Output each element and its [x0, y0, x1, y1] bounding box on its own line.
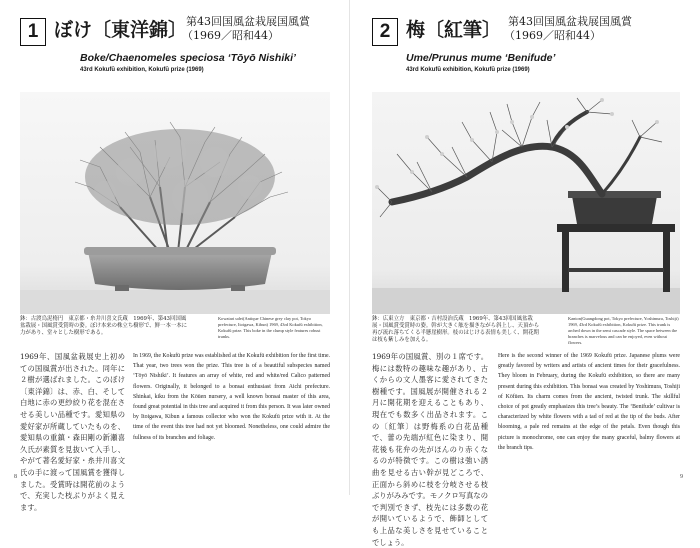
award-title-jp: 第43回国風盆栽展国風賞	[186, 15, 310, 28]
photo-caption-jp: 鉢：古渡烏泥楕円 東京都・糸井川喜文氏蔵 1969年、第43回国風盆栽展・国風賞受賞時の姿。ぼけ本来の株立ち樹形で、鮮一本一本に力があり、堂々とした樹形である。	[20, 316, 188, 336]
body-text-jp: 1969年、国風盆栽展史上初めての国風賞が出された。同年に２樹が選ばれました。このぼけ〔東洋錦〕は、赤、白、そして白地に赤の更紗絞り花を混在させる美しい品種です。愛知県の愛好家が所蔵していたものを、愛知県の重鎮・森田剛の新瀬喜久氏が素質を見抜いて入手し、やがて著名愛好家・糸井川喜文氏の手に渡って国風賞を獲得しました。受賞時は開花前のようで、充実した枝ぶりがよく見えます。	[20, 352, 125, 512]
boke-bonsai-photo	[20, 92, 330, 314]
entry-title-en: Boke/Chaenomeles speciosa ‘Tōyō Nishiki’	[80, 52, 296, 64]
body-text-en: In 1969, the Kokufū prize was established at the Kokufū exhibition for the first time. That year, two trees won the prize. This tree is of a beautiful subspecies named ‘Tōyō Nishiki’. It features an array of white, red and white/red Calico patterned flowers. Originally, it belonged to a bonsai enthusiast from Aichi prefecture. Shinkai, kiku from the Kōūen nursery, a well known bonsai master of this area, found great potential in this tree and acquired it from this person. It was later owned by Itoigawa, Kibun a famous collector who won the Kokufū prize with it. At the time of the event this tree had not yet bloomed. Nonetheless, one could admire the fullness of its branches and foliage.	[133, 353, 330, 441]
body-text-en: Here is the second winner of the 1969 Kokufū prize. Japanese plums were greatly favored by writers and artists of ancient times for their gracefulness. They bloom in February, during the Kokufū exhibition, so there are many present during this exhibition. This bonsai was created by Yoshimura, Toshiji of Kōfūen. Its charm comes from the ancient, twisted trunk. The skillful choice of pot greatly emphasizes this tree’s beauty. The ‘Benifude’ cultivar is characterized by white flowers with a tad of red at the tip of the buds. After blooming, a pale red remains at the edge of the petals. Even though this picture is monochrome, one can enjoy the many graceful, balmy flowers at the branch tips.	[498, 353, 680, 451]
entry-number-box: 1	[20, 18, 46, 46]
photo-caption-jp: 鉢：広東立方 東京都・吉村設治氏蔵 1969年、第43回国風盆栽展・国風賞受賞時の姿。幹が大きく舷を描きながら斜上し、天頂から再び流れ落ちてくる半懸崖樹形。枝のはじける表情も美しく、開花期は枝も紫しみを加える。	[372, 316, 540, 343]
photo-caption-en: Kanton(Guangdong pot, Tokyo prefecture, Yoshimura, Toshiji) 1969, 43rd Kokufū exhibition, Kokufū prize. This trunk is arched down in the semi cascade style. The space between the branches is marvelous and can be enjoyed, even without flowers.	[568, 316, 679, 345]
boke-bonsai-illustration	[20, 92, 330, 314]
ume-bonsai-illustration	[372, 92, 680, 314]
page-number: 9	[680, 474, 683, 480]
award-year-jp: （1969／昭和44）	[504, 29, 601, 42]
exhibition-label-en: 43rd Kokufū exhibition, Kokufū prize (1969)	[406, 67, 530, 73]
entry-number-box: 2	[372, 18, 398, 46]
award-title-jp: 第43回国風盆栽展国風賞	[508, 15, 632, 28]
entry-title-jp: 梅〔紅筆〕	[406, 19, 502, 41]
photo-caption-en: Kowatari udei(Antique Chinese grey clay pot, Tokyo prefecture, Itoigawa, Kibun) 1969, 43rd Kokufū exhibition, Kokufū prize. This boke in the clump style features robust trunks.	[218, 316, 323, 339]
award-year-jp: （1969／昭和44）	[182, 29, 279, 42]
left-page	[0, 0, 350, 512]
right-page	[350, 0, 700, 547]
entry-title-en: Ume/Prunus mume ‘Benifude’	[406, 52, 556, 64]
ume-bonsai-photo	[372, 92, 680, 314]
body-text-jp: 1969年の国風賞、別の１席です。梅には数特の趣味な趣があり、古くからの文人墨客に愛されてきた樹種です。国風展が開催される２月に開花期を迎えることもあり、現在でも数多く出品されます。この〔紅筆〕は野梅系の白花品種で、蕾の先端が紅色に染まり、開花後も花弁の先がほんのり赤くなるのが特徴です。この樹は強い誘曲を見せる古い幹が見どころで、正面から斜めに枝を分岐させる枝ぶりがみみです。モノクロ写真なので判別できず、枝先には多数の花が開いているようで、飾師としても上品な美しさを見せていることでしょう。	[372, 352, 488, 547]
exhibition-label-en: 43rd Kokufū exhibition, Kokufū prize (1969)	[80, 67, 204, 73]
entry-title-jp: ぼけ〔東洋錦〕	[54, 19, 188, 41]
page-number: 8	[14, 474, 17, 480]
